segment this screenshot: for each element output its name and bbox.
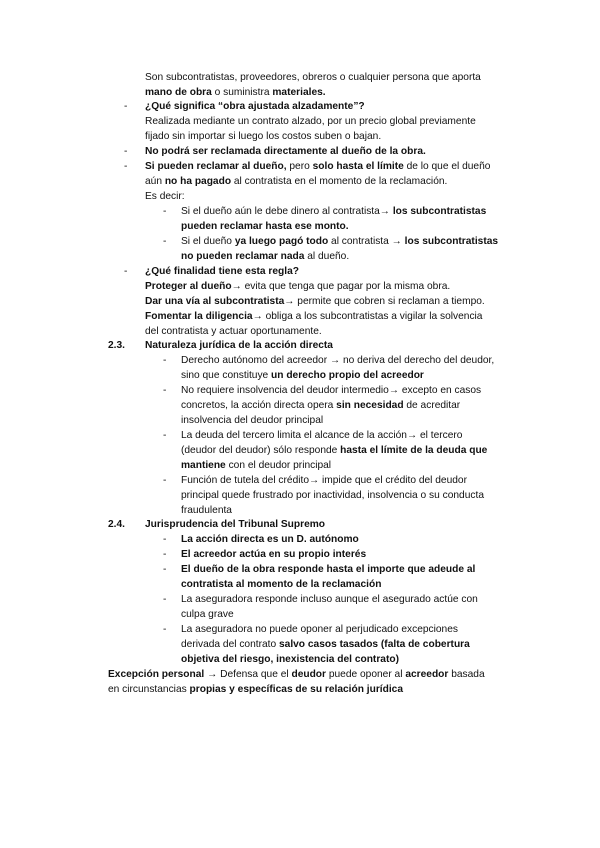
s23-item4-line2: principal quede frustrado por inactividad, insolvencia o su conducta [181, 490, 484, 501]
sub-bullet-dash: - [163, 624, 167, 635]
obra-ajustada-def-line2: fijado sin importar si luego los costos suben o bajan. [145, 131, 382, 142]
s24-item2: El acreedor actúa en su propio interés [181, 549, 367, 560]
sub-bullet-dash: - [163, 355, 167, 366]
s24-item4-line2: culpa grave [181, 609, 234, 620]
sub-bullet-dash: - [163, 475, 167, 486]
obra-ajustada-question: ¿Qué significa “obra ajustada alzadamente”? [145, 101, 365, 112]
s24-item1: La acción directa es un D. autónomo [181, 534, 359, 545]
bullet-dash: - [124, 101, 128, 112]
obra-ajustada-def-line1: Realizada mediante un contrato alzado, por un precio global previamente [145, 116, 476, 127]
s23-item4-line3: fraudulenta [181, 505, 232, 516]
sub-bullet-dash: - [163, 236, 167, 247]
es-decir-line: Es decir: [145, 191, 185, 202]
excepcion-line2: en circunstancias propias y específicas de su relación jurídica [108, 684, 404, 695]
finalidad-p3-line2: del contratista y actuar oportunamente. [145, 326, 322, 337]
sub-bullet-dash: - [163, 206, 167, 217]
si-pueden-line2: aún no ha pagado al contratista en el momento de la reclamación. [145, 176, 448, 187]
sub-bullet-dash: - [163, 594, 167, 605]
s23-item1-line2: sino que constituye un derecho propio del acreedor [181, 370, 424, 381]
materiales-intro-line1: Son subcontratistas, proveedores, obreros o cualquier persona que aporta [145, 72, 481, 83]
s23-item4-line1: Función de tutela del crédito→ impide que el crédito del deudor [181, 475, 467, 486]
finalidad-p2: Dar una vía al subcontratista→ permite que cobren si reclaman a tiempo. [145, 296, 485, 307]
finalidad-question: ¿Qué finalidad tiene esta regla? [145, 266, 299, 277]
s23-item3-line2: (deudor del deudor) sólo responde hasta el límite de la deuda que [181, 445, 488, 456]
finalidad-p3-line1: Fomentar la diligencia→ obliga a los subcontratistas a vigilar la solvencia [145, 311, 483, 322]
si-pueden-sub1-line2: pueden reclamar hasta ese monto. [181, 221, 349, 232]
s24-item5-line3: objetiva del riesgo, inexistencia del contrato) [181, 654, 399, 665]
bullet-dash: - [124, 161, 128, 172]
section-2-4-number: 2.4. [108, 519, 125, 530]
sub-bullet-dash: - [163, 549, 167, 560]
sub-bullet-dash: - [163, 430, 167, 441]
section-2-4-title: Jurisprudencia del Tribunal Supremo [145, 519, 326, 530]
s23-item1-line1: Derecho autónomo del acreedor → no deriva del derecho del deudor, [181, 355, 495, 366]
materiales-intro-line2: mano de obra o suministra materiales. [145, 87, 326, 98]
si-pueden-sub1-line1: Si el dueño aún le debe dinero al contratista→ los subcontratistas [181, 206, 487, 217]
si-pueden-sub2-line1: Si el dueño ya luego pagó todo al contratista → los subcontratistas [181, 236, 499, 247]
s23-item2-line3: insolvencia del deudor principal [181, 415, 324, 426]
s23-item2-line2: concretos, la acción directa opera sin necesidad de acreditar [181, 400, 461, 411]
s24-item4-line1: La aseguradora responde incluso aunque el asegurado actúe con [181, 594, 478, 605]
s24-item5-line1: La aseguradora no puede oponer al perjudicado excepciones [181, 624, 458, 635]
si-pueden-sub2-line2: no pueden reclamar nada al dueño. [181, 251, 350, 262]
excepcion-line1: Excepción personal → Defensa que el deudor puede oponer al acreedor basada [108, 669, 485, 680]
no-podra-line: No podrá ser reclamada directamente al dueño de la obra. [145, 146, 426, 157]
s23-item2-line1: No requiere insolvencia del deudor intermedio→ excepto en casos [181, 385, 482, 396]
s24-item5-line2: derivada del contrato salvo casos tasados (falta de cobertura [181, 639, 470, 650]
s23-item3-line1: La deuda del tercero limita el alcance de la acción→ el tercero [181, 430, 463, 441]
s24-item3-line2: contratista al momento de la reclamación [181, 579, 382, 590]
si-pueden-line1: Si pueden reclamar al dueño, pero solo hasta el límite de lo que el dueño [145, 161, 491, 172]
sub-bullet-dash: - [163, 534, 167, 545]
sub-bullet-dash: - [163, 564, 167, 575]
section-2-3-title: Naturaleza jurídica de la acción directa [145, 340, 333, 351]
s24-item3-line1: El dueño de la obra responde hasta el importe que adeude al [181, 564, 476, 575]
bullet-dash: - [124, 266, 128, 277]
finalidad-p1: Proteger al dueño→ evita que tenga que pagar por la misma obra. [145, 281, 451, 292]
s23-item3-line3: mantiene con el deudor principal [181, 460, 332, 471]
section-2-3-number: 2.3. [108, 340, 125, 351]
sub-bullet-dash: - [163, 385, 167, 396]
bullet-dash: - [124, 146, 128, 157]
